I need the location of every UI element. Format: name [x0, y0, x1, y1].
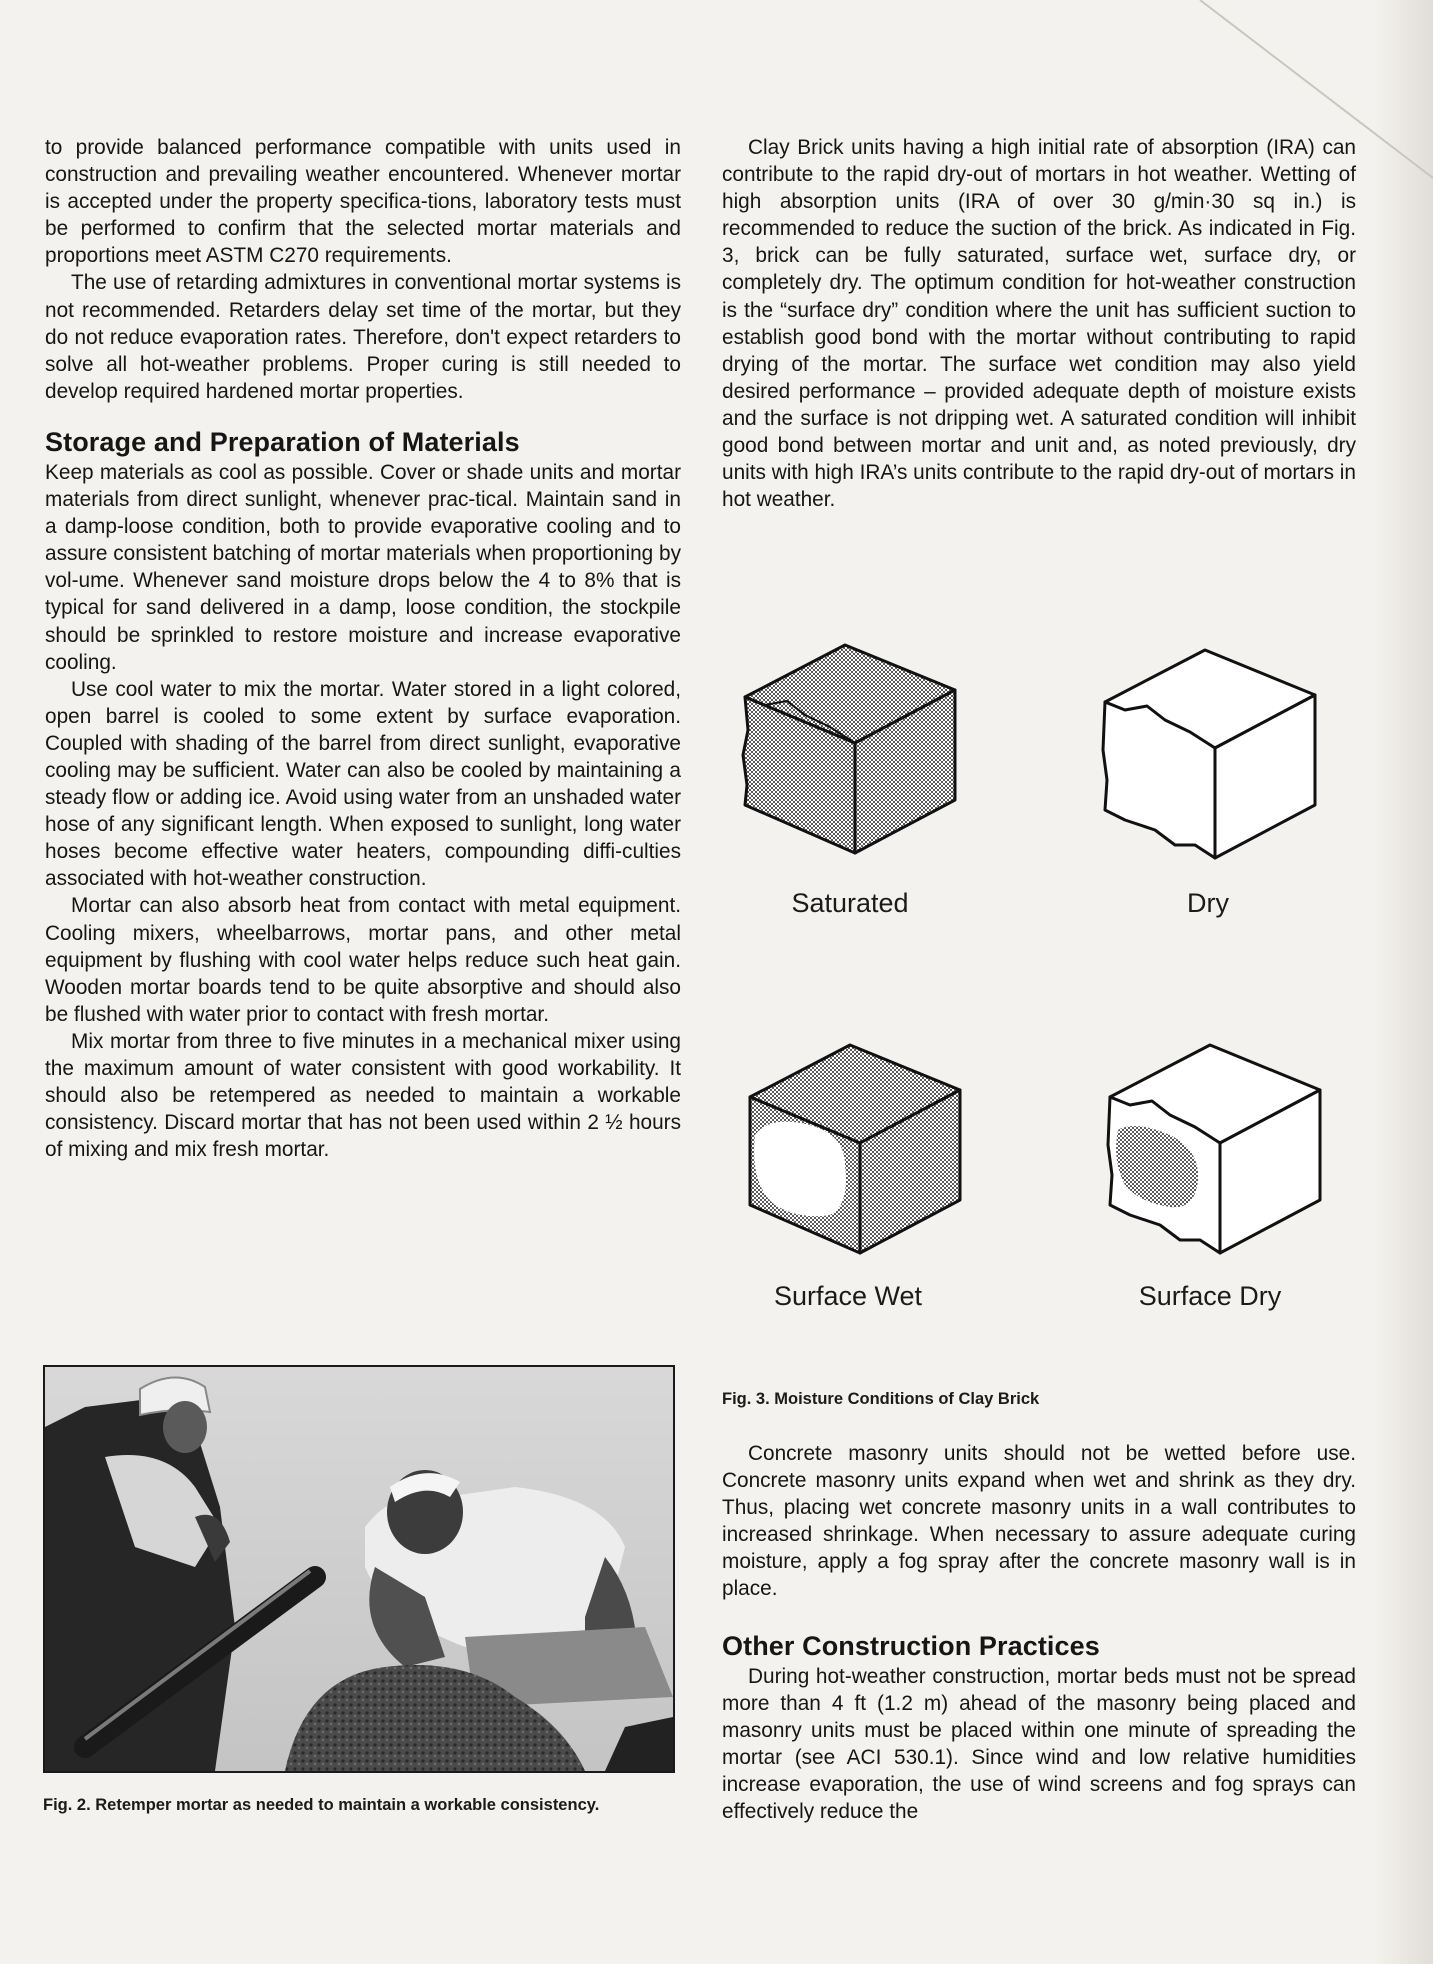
page-edge-shadow — [1373, 0, 1433, 1964]
fig3-caption: Fig. 3. Moisture Conditions of Clay Brick — [722, 1390, 1040, 1408]
other-practices-paragraph: During hot-weather construction, mortar beds must not be spread more than 4 ft (1.2 m) ahead of the masonry being placed and masonry units must be placed within one minute of spreading the mortar (see ACI 530.1). Since wind and low relative humidities increase evaporation, the use of wind screens and fog sprays can effectively reduce the — [722, 1664, 1356, 1824]
storage-paragraph-1: Keep materials as cool as possible. Cover or shade units and mortar materials from direct sunlight, whenever prac-tical. Maintain sand in a damp-loose condition, both to provide evaporative cooling and to assure consistent batching of mortar materials when proportioning by vol-ume. Whenever sand moisture drops below the 4 to 8% that is typical for sand delivered in a damp, loose condition, the stockpile should be sprinkled to restore moisture and increase evaporative cooling. — [45, 460, 681, 674]
fig2-photo-workers-mixing-mortar — [43, 1365, 675, 1773]
storage-paragraph-4: Mix mortar from three to five minutes in a mechanical mixer using the maximum amount of water consistent with good workability. It should also be retempered as needed to maintain a workable consistency. Discard mortar that has not been used within 2 ½ hours of mixing and mix fresh mortar. — [45, 1029, 681, 1162]
left-column — [45, 134, 681, 1163]
brick-surface-wet — [740, 1035, 980, 1265]
concrete-masonry-paragraph: Concrete masonry units should not be wetted before use. Concrete masonry units expand when wet and shrink as they dry. Thus, placing wet concrete masonry units in a wall contributes to increased shrinkage. When necessary to assure adequate curing moisture, apply a fog spray after the concrete masonry wall is in place. — [722, 1442, 1356, 1601]
brick-saturated — [735, 635, 975, 865]
right-column-top — [722, 134, 1356, 513]
storage-paragraph-3: Mortar can also absorb heat from contact with metal equipment. Cooling mixers, wheelbarrows, mortar pans, and other metal equipment by flushing with cool water helps reduce such heat gain. Wooden mortar boards tend to be quite absorptive and should also be flushed with water prior to contact with fresh mortar. — [45, 894, 681, 1026]
clay-brick-paragraph: Clay Brick units having a high initial rate of absorption (IRA) can contribute to the rapid dry-out of mortars in hot weather. Wetting of high absorption units (IRA of over 30 g/min·30 sq in.) is recommended to reduce the suction of the brick. As indicated in Fig. 3, brick can be fully saturated, surface wet, surface dry, or completely dry. The optimum condition for hot-weather construction is the “surface dry” condition where the unit has sufficient suction to establish good bond with the mortar without contributing to rapid drying of the mortar. The surface wet condition may also yield desired performance – provided adequate depth of moisture exists and the surface is not dripping wet. A saturated condition will inhibit good bond between mortar and unit and, as noted previously, dry units with high IRA’s units contribute to the rapid dry-out of mortars in hot weather. — [722, 136, 1356, 512]
intro-paragraph-2: The use of retarding admixtures in conventional mortar systems is not recommended. Retarders delay set time of the mortar, but they do not reduce evaporation rates. Therefore, don't expect retarders to solve all hot-weather problems. Proper curing is still needed to develop required hardened mortar properties. — [45, 271, 681, 403]
fig2-caption: Fig. 2. Retemper mortar as needed to maintain a workable consistency. — [43, 1796, 600, 1814]
brick-surface-dry — [1100, 1035, 1340, 1265]
intro-paragraph-1: to provide balanced performance compatible with units used in construction and prevailing weather encountered. Whenever mortar is accepted under the property specifica-tions, laboratory tests must be performed to confirm that the selected mortar materials and proportions meet ASTM C270 requirements. — [45, 136, 681, 268]
brick-dry — [1095, 640, 1335, 870]
storage-paragraph-2: Use cool water to mix the mortar. Water stored in a light colored, open barrel is cooled to some extent by surface evaporation. Coupled with shading of the barrel from direct sunlight, evaporative cooling may be sufficient. Water can also be cooled by maintaining a steady flow or adding ice. Avoid using water from an unshaded water hose of any significant length. When exposed to sunlight, long water hoses become effective water heaters, compounding diffi-culties associated with hot-weather construction. — [45, 677, 681, 891]
label-surface-dry: Surface Dry — [1138, 1281, 1282, 1311]
label-surface-wet: Surface Wet — [773, 1281, 923, 1311]
other-practices-heading: Other Construction Practices — [722, 1630, 1100, 1661]
storage-section-heading: Storage and Preparation of Materials — [45, 426, 520, 457]
label-saturated: Saturated — [791, 888, 909, 918]
label-dry: Dry — [1187, 888, 1229, 918]
right-column-bottom — [722, 1440, 1356, 1825]
